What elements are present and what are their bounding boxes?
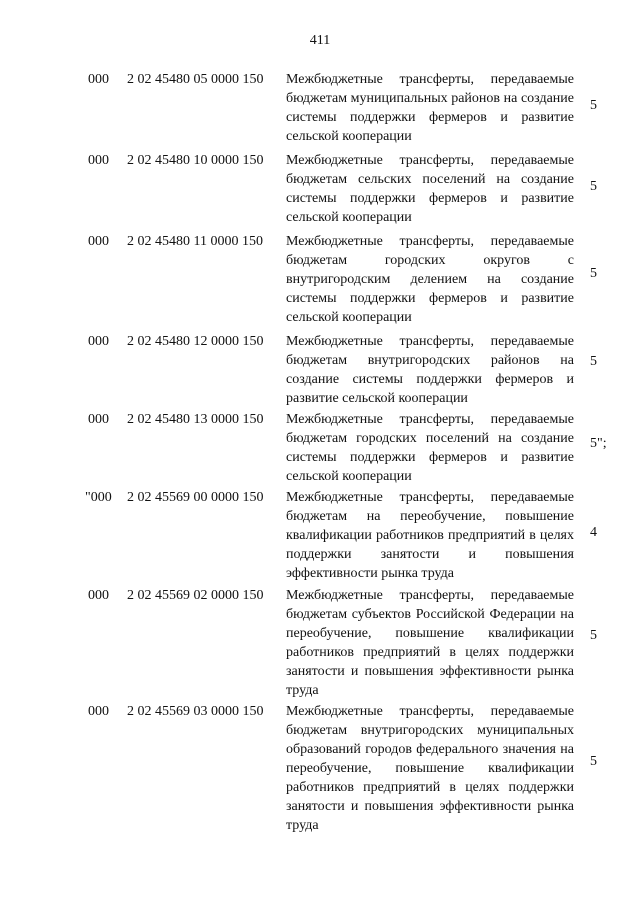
allocation-norm: 5 xyxy=(590,179,597,194)
admin-code: 000 xyxy=(88,704,109,719)
budget-classification-code: 2 02 45480 05 0000 150 xyxy=(127,72,264,87)
admin-code: 000 xyxy=(88,334,109,349)
revenue-description: Межбюджетные трансферты, передаваемые бюджетам сельских поселений на создание системы поддержки фермеров и развитие сельской кооперации xyxy=(286,153,574,225)
allocation-norm: 5 xyxy=(590,98,597,113)
revenue-description: Межбюджетные трансферты, передаваемые бюджетам внутригородских муниципальных образований городов федерального значения на переобучение, повышение квалификации работников предприятий в целях поддержки занятости и повышения эффективности рынка труда xyxy=(286,704,574,833)
allocation-norm: 5 xyxy=(590,628,597,643)
budget-classification-code: 2 02 45569 00 0000 150 xyxy=(127,490,264,505)
admin-code: "000 xyxy=(85,490,112,505)
page-number: 411 xyxy=(309,33,331,48)
budget-classification-code: 2 02 45569 03 0000 150 xyxy=(127,704,264,719)
budget-classification-code: 2 02 45480 12 0000 150 xyxy=(127,334,264,349)
admin-code: 000 xyxy=(88,412,109,427)
revenue-description: Межбюджетные трансферты, передаваемые бюджетам муниципальных районов на создание системы поддержки фермеров и развитие сельской кооперации xyxy=(286,72,574,144)
budget-classification-code: 2 02 45480 10 0000 150 xyxy=(127,153,264,168)
allocation-norm: 5 xyxy=(590,754,597,769)
revenue-description: Межбюджетные трансферты, передаваемые бюджетам на переобучение, повышение квалификации работников предприятий в целях поддержки занятости и повышения эффективности рынка труда xyxy=(286,490,574,581)
revenue-description: Межбюджетные трансферты, передаваемые бюджетам субъектов Российской Федерации на переобучение, повышение квалификации работников предприятий в целях поддержки занятости и повышения эффективности рынка труда xyxy=(286,588,574,698)
allocation-norm: 5"; xyxy=(590,436,607,451)
revenue-description: Межбюджетные трансферты, передаваемые бюджетам городских округов с внутригородским делением на создание системы поддержки фермеров и развитие сельской кооперации xyxy=(286,234,574,325)
allocation-norm: 4 xyxy=(590,525,597,540)
budget-classification-code: 2 02 45569 02 0000 150 xyxy=(127,588,264,603)
admin-code: 000 xyxy=(88,234,109,249)
allocation-norm: 5 xyxy=(590,354,597,369)
admin-code: 000 xyxy=(88,72,109,87)
revenue-description: Межбюджетные трансферты, передаваемые бюджетам городских поселений на создание системы поддержки фермеров и развитие сельской кооперации xyxy=(286,412,574,484)
admin-code: 000 xyxy=(88,153,109,168)
allocation-norm: 5 xyxy=(590,266,597,281)
budget-classification-code: 2 02 45480 11 0000 150 xyxy=(127,234,263,249)
budget-classification-code: 2 02 45480 13 0000 150 xyxy=(127,412,264,427)
admin-code: 000 xyxy=(88,588,109,603)
revenue-description: Межбюджетные трансферты, передаваемые бюджетам внутригородских районов на создание системы поддержки фермеров и развитие сельской кооперации xyxy=(286,334,574,406)
